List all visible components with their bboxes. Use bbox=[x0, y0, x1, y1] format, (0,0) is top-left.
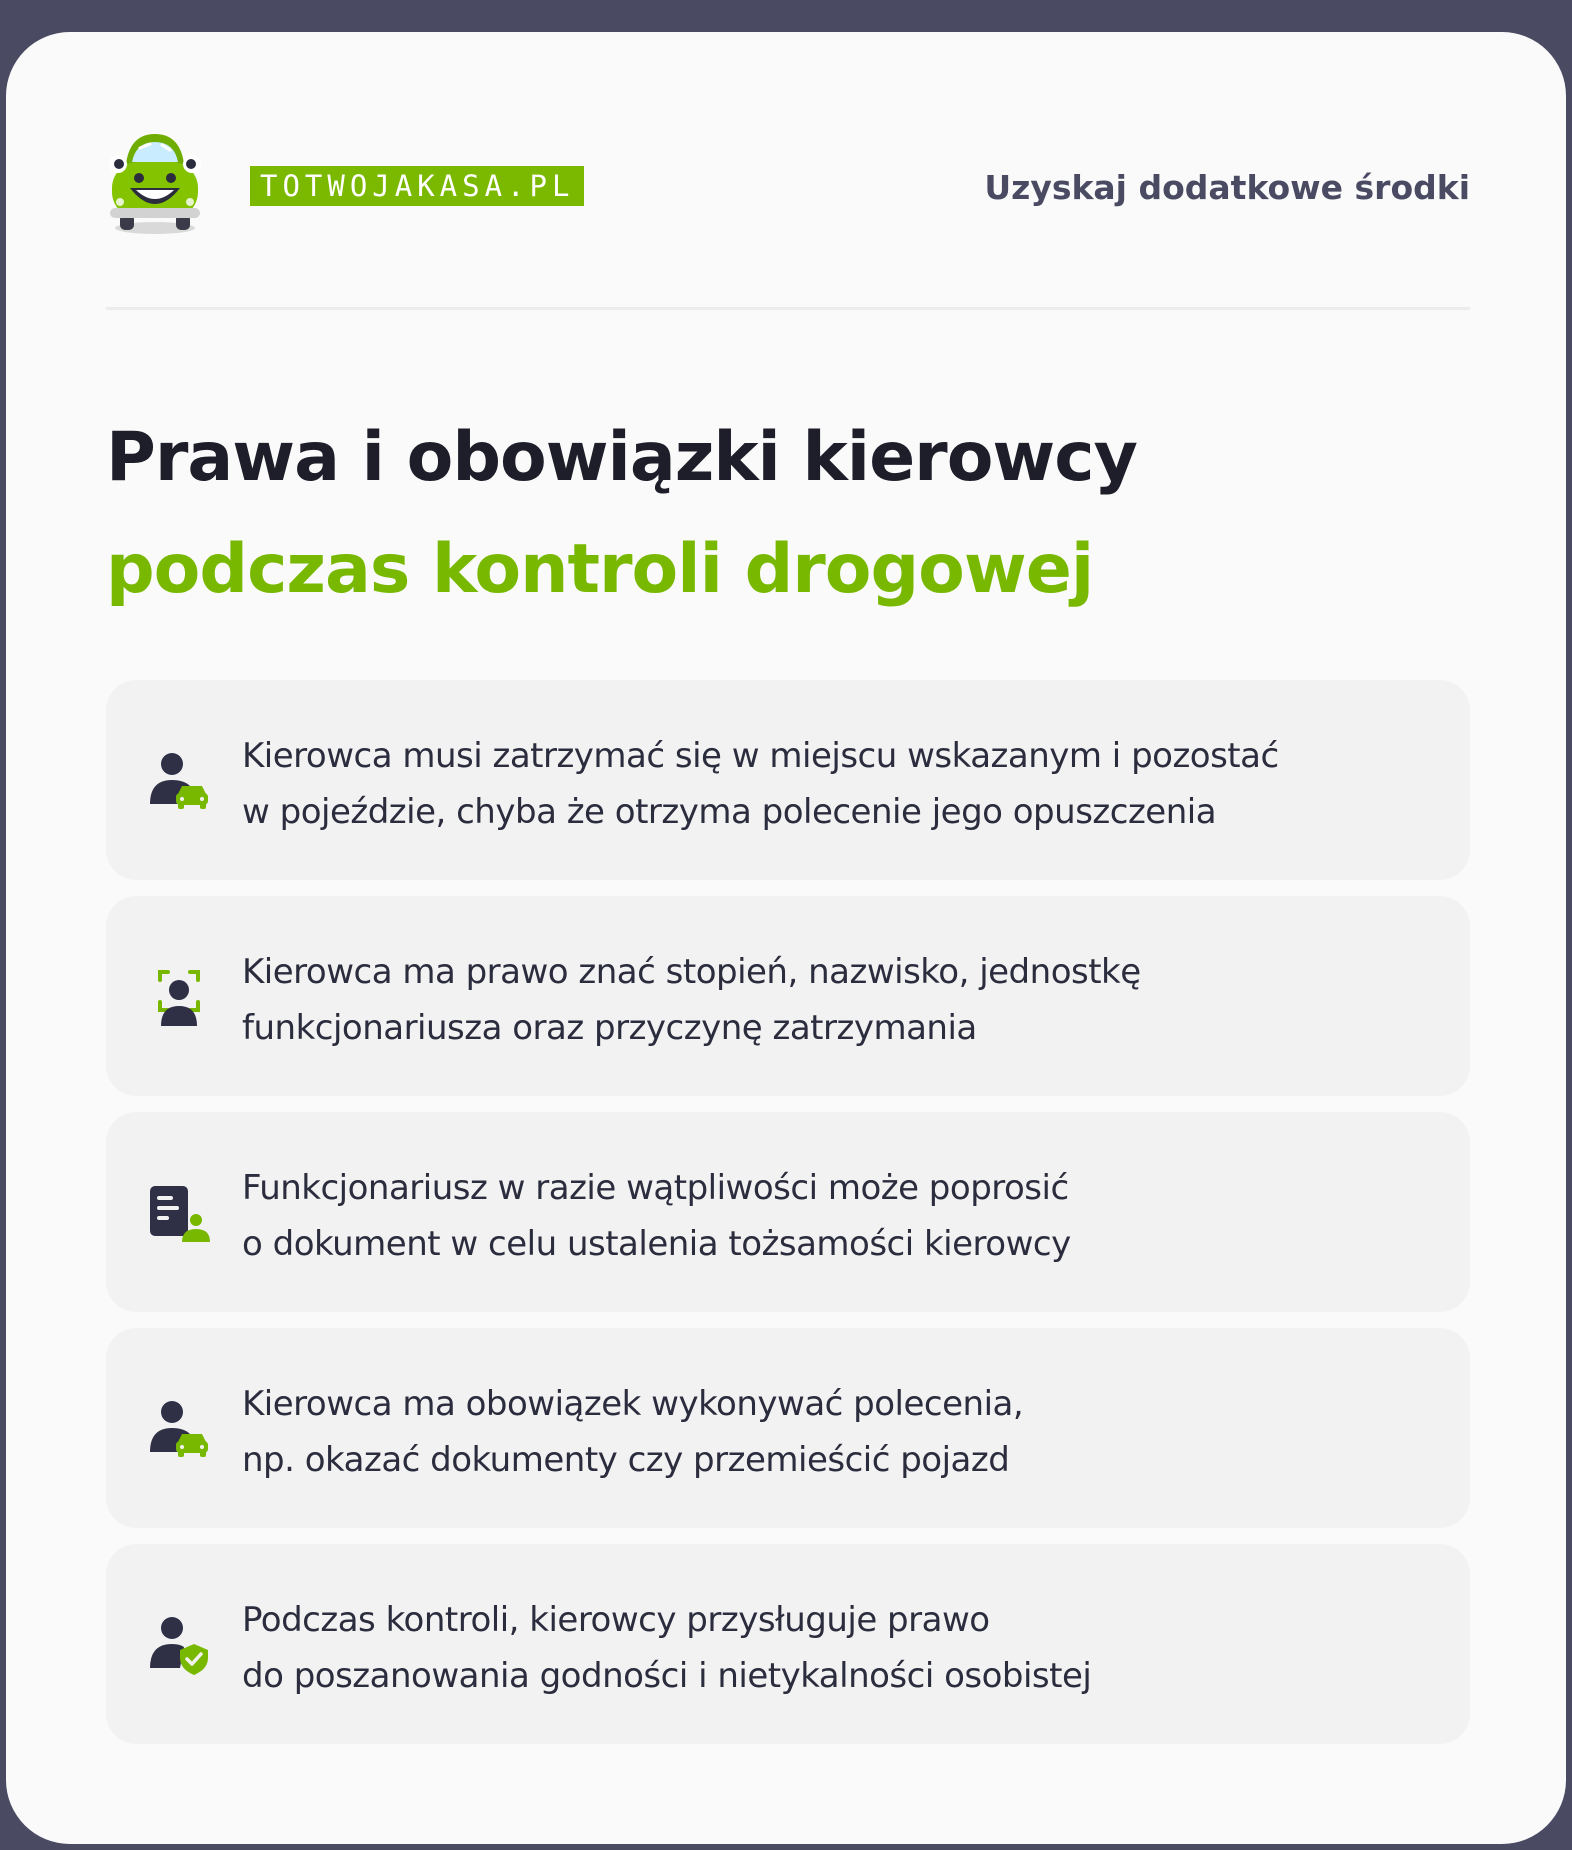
title-line-2: podczas kontroli drogowej bbox=[106, 530, 1094, 609]
smiling-green-car-icon bbox=[106, 128, 204, 238]
header-divider bbox=[106, 307, 1470, 310]
item-text-line-1: Funkcjonariusz w razie wątpliwości może poprosić bbox=[242, 1168, 1069, 1208]
item-text bbox=[242, 944, 1442, 1056]
item-text-line-2: o dokument w celu ustalenia tożsamości kierowcy bbox=[242, 1224, 1071, 1264]
item-text-line-1: Podczas kontroli, kierowcy przysługuje prawo bbox=[242, 1600, 990, 1640]
item-text-line-2: np. okazać dokumenty czy przemieścić pojazd bbox=[242, 1440, 1010, 1480]
list-item bbox=[106, 680, 1470, 880]
person-with-shield-icon bbox=[148, 1614, 210, 1676]
item-text-line-2: do poszanowania godności i nietykalności osobistej bbox=[242, 1656, 1092, 1696]
identity-document-icon bbox=[148, 1182, 210, 1244]
title-line-1: Prawa i obowiązki kierowcy bbox=[106, 418, 1137, 497]
list-item bbox=[106, 1112, 1470, 1312]
header bbox=[106, 128, 1470, 278]
item-text-line-1: Kierowca musi zatrzymać się w miejscu wskazanym i pozostać bbox=[242, 736, 1279, 776]
item-text-line-2: w pojeździe, chyba że otrzyma polecenie jego opuszczenia bbox=[242, 792, 1217, 832]
officer-identification-icon bbox=[148, 966, 210, 1028]
item-text bbox=[242, 1592, 1442, 1704]
infographic-card bbox=[6, 32, 1566, 1844]
driver-with-car-icon bbox=[148, 750, 210, 812]
list-item bbox=[106, 1328, 1470, 1528]
item-text bbox=[242, 1376, 1442, 1488]
logo-text[interactable]: TOTWOJAKASA.PL bbox=[250, 166, 584, 206]
item-text bbox=[242, 1160, 1442, 1272]
list-item bbox=[106, 896, 1470, 1096]
rules-list bbox=[106, 680, 1470, 1760]
page-title bbox=[106, 402, 1470, 626]
item-text bbox=[242, 728, 1442, 840]
item-text-line-1: Kierowca ma obowiązek wykonywać polecenia, bbox=[242, 1384, 1024, 1424]
list-item bbox=[106, 1544, 1470, 1744]
driver-with-car-icon bbox=[148, 1398, 210, 1460]
additional-funds-link[interactable]: Uzyskaj dodatkowe środki bbox=[984, 168, 1470, 207]
item-text-line-1: Kierowca ma prawo znać stopień, nazwisko, jednostkę bbox=[242, 952, 1141, 992]
item-text-line-2: funkcjonariusza oraz przyczynę zatrzymania bbox=[242, 1008, 977, 1048]
